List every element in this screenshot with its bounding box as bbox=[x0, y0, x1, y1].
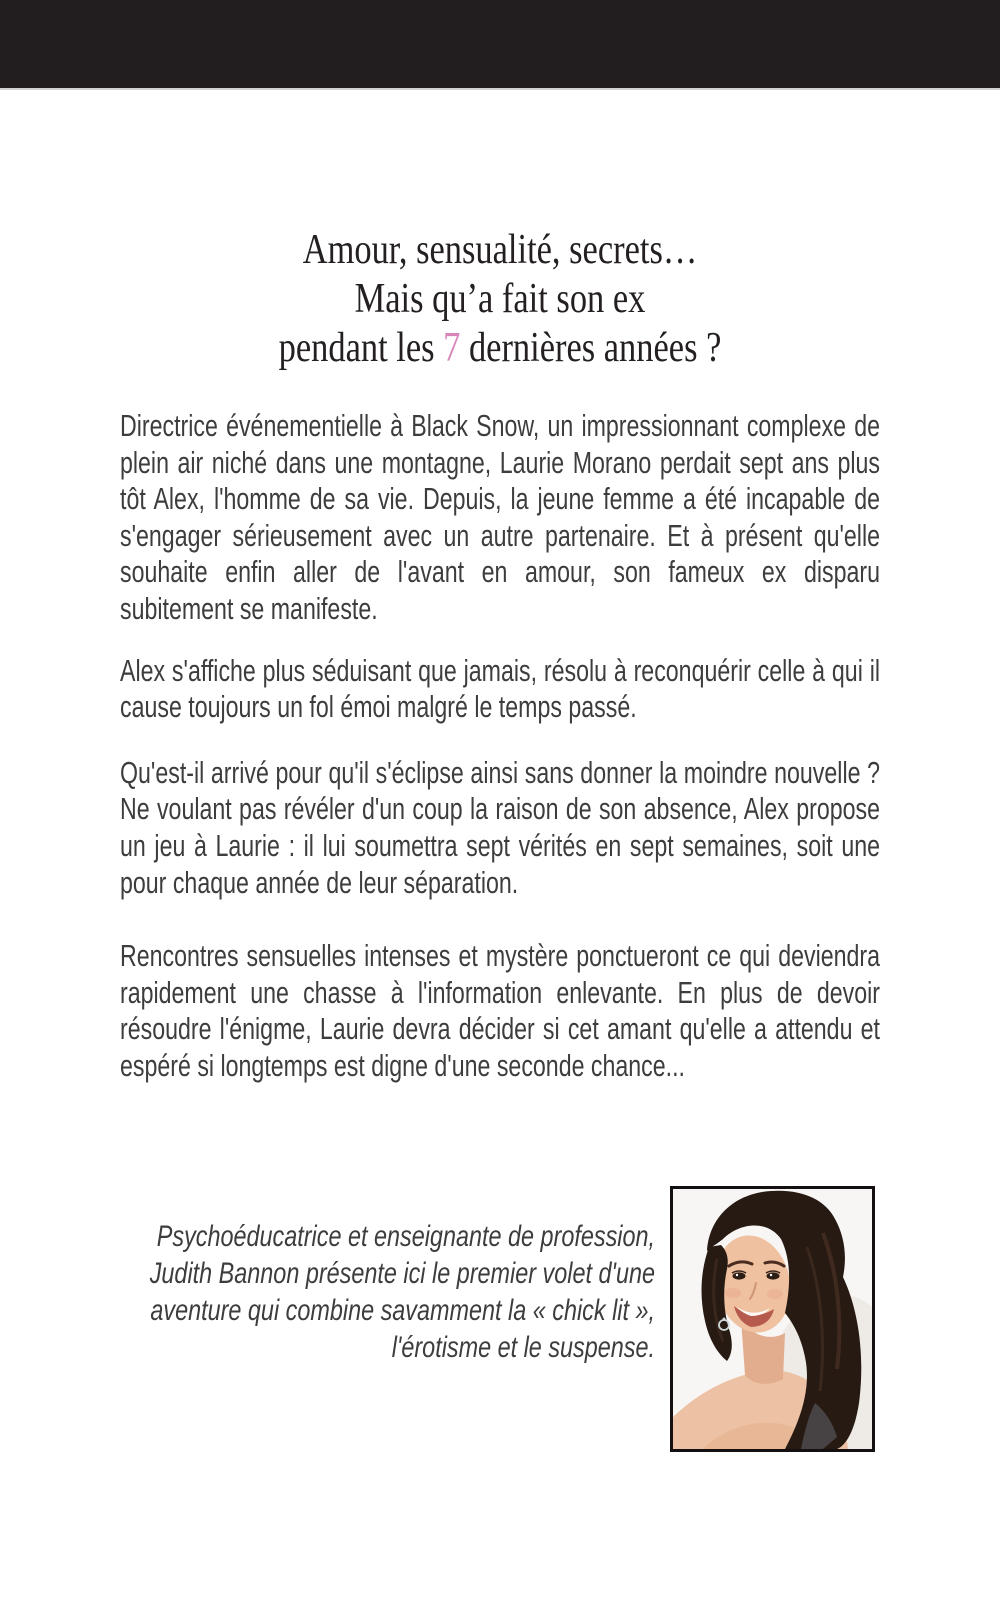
synopsis-paragraph-1: Directrice événementielle à Black Snow, un impressionnant complexe de plein air niché dans une montagne, Laurie Morano perdait sept ans plus tôt Alex, l'homme de sa vie. Depuis, la jeune femme a été incapable de s'engager sérieusement avec un autre partenaire. Et à présent qu'elle souhaite enfin aller de l'avant en amour, son fameux ex disparu subitement se manifeste. bbox=[120, 409, 880, 626]
top-black-bar bbox=[0, 0, 1000, 90]
author-photo-illustration bbox=[673, 1189, 872, 1449]
headline-line-2: Mais qu’a fait son ex bbox=[354, 276, 646, 322]
headline-line-3 bbox=[90, 324, 910, 373]
author-photo bbox=[670, 1186, 875, 1452]
headline-line-3-before: pendant les bbox=[278, 325, 444, 371]
synopsis-paragraph-2: Alex s'affiche plus séduisant que jamais, résolu à reconquérir celle à qui il cause toujours un fol émoi malgré le temps passé. bbox=[120, 653, 880, 725]
synopsis-paragraph-3: Qu'est-il arrivé pour qu'il s'éclipse ainsi sans donner la moindre nouvelle ? Ne voulant pas révéler d'un coup la raison de son absence, Alex propose un jeu à Laurie : il lui soumettra sept vérités en sept semaines, soit une pour chaque année de leur séparation. bbox=[120, 755, 880, 900]
synopsis-paragraph-4: Rencontres sensuelles intenses et mystère ponctueront ce qui deviendra rapidement une chasse à l'information enlevante. En plus de devoir résoudre l'énigme, Laurie devra décider si cet amant qu'elle a attendu et espéré si longtemps est digne d'une seconde chance... bbox=[120, 939, 880, 1083]
author-bio: Psychoéducatrice et enseignante de profession, Judith Bannon présente ici le premier volet d'une aventure qui combine savamment la « chick lit », l'érotisme et le suspense. bbox=[149, 1220, 656, 1364]
headline-number-seven: 7 bbox=[443, 325, 461, 371]
headline-line-1: Amour, sensualité, secrets… bbox=[302, 227, 698, 273]
synopsis bbox=[120, 408, 880, 1085]
headline bbox=[90, 226, 910, 373]
headline-line-3-after: dernières années ? bbox=[460, 325, 722, 371]
